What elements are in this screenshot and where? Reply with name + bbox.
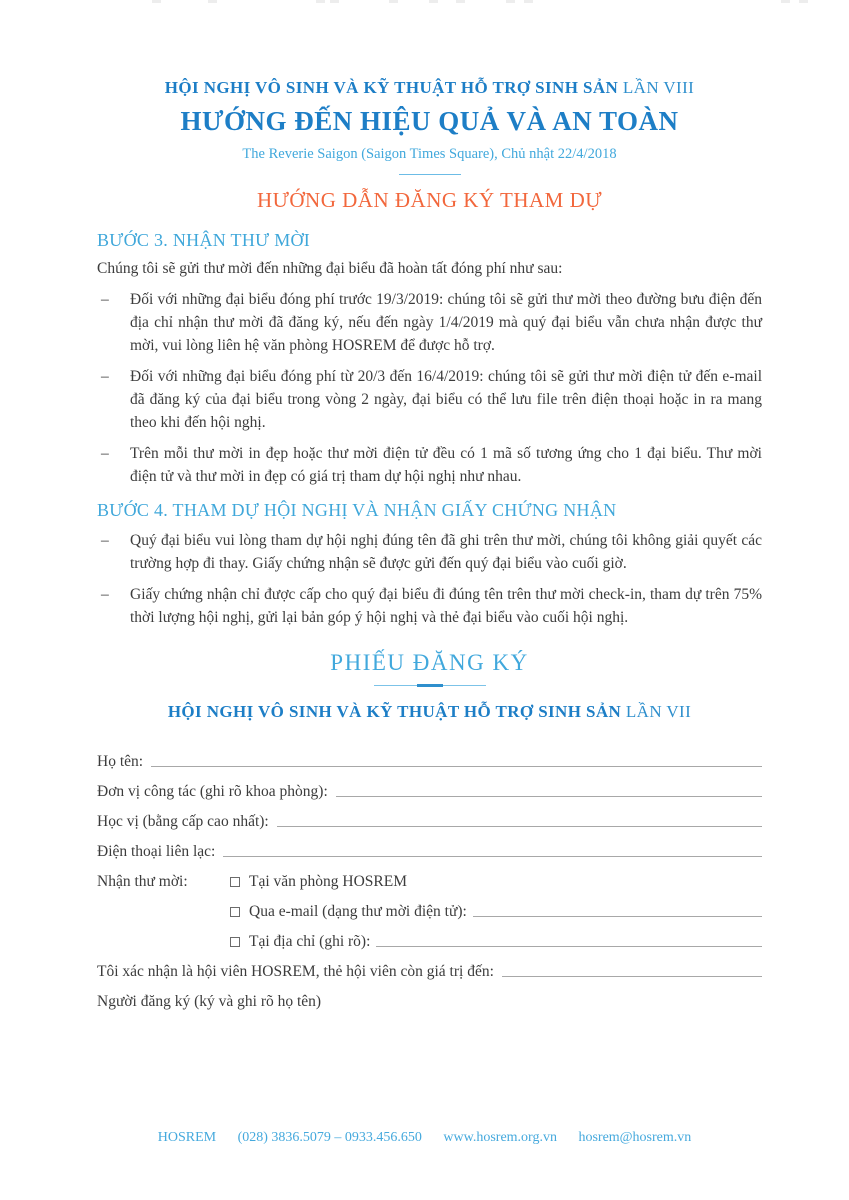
bullet-text: Trên mỗi thư mời in đẹp hoặc thư mời điện tử đều có 1 mã số tương ứng cho 1 đại biểu. Thư mời điện tử và thư mời in đẹp có giá trị tham dự hội nghị như nhau. [130,445,762,485]
dash-marker-icon: – [101,368,109,385]
bullet-item [97,288,762,357]
address-field[interactable] [376,946,762,947]
dash-marker-icon: – [101,291,109,308]
workplace-label: Đơn vị công tác (ghi rõ khoa phòng): [97,783,328,800]
step-3-intro: Chúng tôi sẽ gửi thư mời đến những đại biểu đã hoàn tất đóng phí như sau: [97,260,563,277]
member-valid-until-field[interactable] [502,976,762,977]
registrant-label: Người đăng ký (ký và ghi rõ họ tên) [97,993,322,1010]
form-conference-title: HỘI NGHỊ VÔ SINH VÀ KỸ THUẬT HỖ TRỢ SINH SẢN [167,702,622,721]
venue-date: The Reverie Saigon (Saigon Times Square), Chủ nhật 22/4/2018 [242,146,617,162]
bullet-item [97,583,762,629]
invitation-option-address-label: Tại địa chỉ (ghi rõ): [249,933,371,950]
conference-title-line [97,78,762,98]
step-3-bullet-list [97,288,762,488]
checkbox-office-icon[interactable] [230,877,240,887]
form-conference-title-line [97,702,762,722]
phone-field[interactable] [223,856,762,857]
form-row-member-confirm [97,954,762,984]
step-3-heading: BƯỚC 3. NHẬN THƯ MỜI [97,230,311,250]
form-row-workplace [97,774,762,804]
footer-website-link[interactable]: www.hosrem.org.vn [443,1130,557,1145]
email-field[interactable] [473,916,762,917]
form-row-registrant [97,984,762,1014]
name-field[interactable] [151,766,762,767]
invitation-option-email-label: Qua e-mail (dạng thư mời điện tử): [249,903,467,920]
registration-guide-title: HƯỚNG DẪN ĐĂNG KÝ THAM DỰ [256,188,603,212]
form-row-invitation-address [97,924,762,954]
conference-title: HỘI NGHỊ VÔ SINH VÀ KỸ THUẬT HỖ TRỢ SINH SẢN [164,78,619,97]
bullet-item [97,442,762,488]
footer-org-name: HOSREM [157,1130,217,1145]
form-divider [374,684,486,687]
conference-edition: LẦN VIII [622,78,695,97]
phone-label: Điện thoại liên lạc: [97,843,216,860]
conference-theme-title: HƯỚNG ĐẾN HIỆU QUẢ VÀ AN TOÀN [180,106,679,136]
degree-field[interactable] [277,826,762,827]
bullet-item [97,365,762,434]
name-label: Họ tên: [97,753,144,770]
dash-marker-icon: – [101,445,109,462]
footer-email-link[interactable]: hosrem@hosrem.vn [578,1130,692,1145]
invitation-option-office-label: Tại văn phòng HOSREM [249,873,408,890]
bullet-text: Quý đại biểu vui lòng tham dự hội nghị đúng tên đã ghi trên thư mời, chúng tôi không giải quyết các trường hợp đi thay. Giấy chứng nhận sẽ được gửi đến quý đại biểu vào cuối giờ. [130,532,762,572]
document-footer [0,1130,849,1146]
form-conference-edition: LẦN VII [625,702,692,721]
workplace-field[interactable] [336,796,762,797]
form-row-name [97,744,762,774]
dash-marker-icon: – [101,532,109,549]
dash-marker-icon: – [101,586,109,603]
form-row-invitation-office [97,864,762,894]
header-divider [399,174,461,175]
form-row-invitation-email [97,894,762,924]
bullet-item [97,529,762,575]
step-3-section [97,230,762,488]
form-row-phone [97,834,762,864]
bullet-text: Đối với những đại biểu đóng phí trước 19/3/2019: chúng tôi sẽ gửi thư mời theo đường bưu điện đến địa chỉ nhận thư mời đã đăng ký, nếu đến ngày 1/4/2019 mà quý đại biểu vẫn chưa nhận được thư mời, vui lòng liên hệ văn phòng HOSREM để được hỗ trợ. [130,291,762,354]
step-4-section [97,500,762,629]
degree-label: Học vị (bằng cấp cao nhất): [97,813,269,830]
step-4-bullet-list [97,529,762,629]
document-header [97,78,762,213]
bullet-text: Giấy chứng nhận chỉ được cấp cho quý đại biểu đi đúng tên trên thư mời check-in, tham dự trên 75% thời lượng hội nghị, gửi lại bản góp ý hội nghị và thẻ đại biểu vào cuối hội nghị. [130,586,762,626]
checkbox-email-icon[interactable] [230,907,240,917]
registration-form-title: PHIẾU ĐĂNG KÝ [330,650,529,675]
form-row-degree [97,804,762,834]
invitation-label: Nhận thư mời: [97,873,188,890]
footer-phone: (028) 3836.5079 – 0933.456.650 [237,1130,422,1145]
member-confirm-label: Tôi xác nhận là hội viên HOSREM, thẻ hội viên còn giá trị đến: [97,963,494,980]
bullet-text: Đối với những đại biểu đóng phí từ 20/3 đến 16/4/2019: chúng tôi sẽ gửi thư mời điện tử đến e-mail đã đăng ký của đại biểu trong vòng 2 ngày, đại biểu có thể lưu file trên điện thoại hoặc in ra mang theo khi đến hội nghị. [130,368,762,431]
checkbox-address-icon[interactable] [230,937,240,947]
scan-artifacts [0,0,849,4]
registration-form [97,744,762,1014]
step-4-heading: BƯỚC 4. THAM DỰ HỘI NGHỊ VÀ NHẬN GIẤY CHỨNG NHẬN [97,500,617,520]
